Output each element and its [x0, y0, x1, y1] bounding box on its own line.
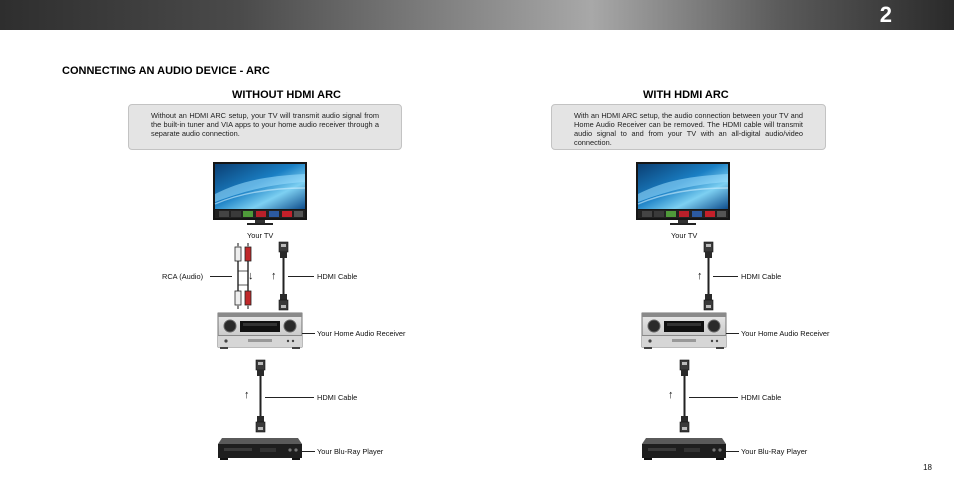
left-bottom-hdmi-leader-line	[265, 397, 314, 398]
header-bar	[0, 0, 954, 30]
left-top-up-arrow-icon: ↑	[271, 270, 277, 282]
right-top-hdmi-cable-illustration	[704, 242, 714, 314]
left-receiver-leader-line	[302, 333, 315, 334]
right-bottom-hdmi-cable-illustration	[680, 360, 690, 436]
left-description-box: Without an HDMI ARC setup, your TV will transmit audio signal from the built-in tuner and VIA apps to your home audio receiver through a separate audio connection.	[128, 104, 402, 150]
right-receiver-illustration	[642, 313, 726, 349]
right-top-up-arrow-icon: ↑	[697, 270, 703, 282]
chapter-number: 2	[879, 2, 892, 27]
right-top-hdmi-leader-line	[713, 276, 738, 277]
right-receiver-leader-line	[726, 333, 739, 334]
right-description-box: With an HDMI ARC setup, the audio connection between your TV and Home Audio Receiver can be removed. The HDMI cable will transmit audio signal to and from your TV with an all-digital audio/video connection.	[551, 104, 826, 150]
left-receiver-label: Your Home Audio Receiver	[317, 329, 406, 338]
left-top-hdmi-cable-label: HDMI Cable	[317, 272, 358, 281]
left-tv-label: Your TV	[247, 231, 274, 240]
right-bluray-label: Your Blu-Ray Player	[741, 447, 808, 456]
left-tv-illustration	[213, 162, 307, 226]
left-column-title: WITHOUT HDMI ARC	[232, 89, 341, 101]
right-receiver-label: Your Home Audio Receiver	[741, 329, 830, 338]
left-bluray-illustration	[218, 438, 302, 460]
left-bottom-up-arrow-icon: ↑	[244, 389, 250, 401]
left-bluray-leader-line	[302, 451, 315, 452]
section-title: CONNECTING AN AUDIO DEVICE - ARC	[62, 65, 270, 77]
right-bluray-leader-line	[726, 451, 739, 452]
right-bottom-hdmi-cable-label: HDMI Cable	[741, 393, 782, 402]
right-column-title: WITH HDMI ARC	[643, 89, 729, 101]
right-bluray-illustration	[642, 438, 726, 460]
rca-leader-line	[210, 276, 232, 277]
right-bottom-up-arrow-icon: ↑	[668, 389, 674, 401]
left-bluray-label: Your Blu-Ray Player	[317, 447, 384, 456]
right-tv-label: Your TV	[671, 231, 698, 240]
left-top-hdmi-leader-line	[288, 276, 314, 277]
left-bottom-hdmi-cable-illustration	[256, 360, 266, 436]
right-bottom-hdmi-leader-line	[689, 397, 738, 398]
left-receiver-illustration	[218, 313, 302, 349]
right-tv-illustration	[636, 162, 730, 226]
right-top-hdmi-cable-label: HDMI Cable	[741, 272, 782, 281]
rca-audio-label: RCA (Audio)	[162, 272, 204, 281]
rca-down-arrow-icon: ↓	[248, 270, 254, 282]
page-number: 18	[923, 463, 932, 472]
left-top-hdmi-cable-illustration	[279, 242, 289, 314]
left-bottom-hdmi-cable-label: HDMI Cable	[317, 393, 358, 402]
